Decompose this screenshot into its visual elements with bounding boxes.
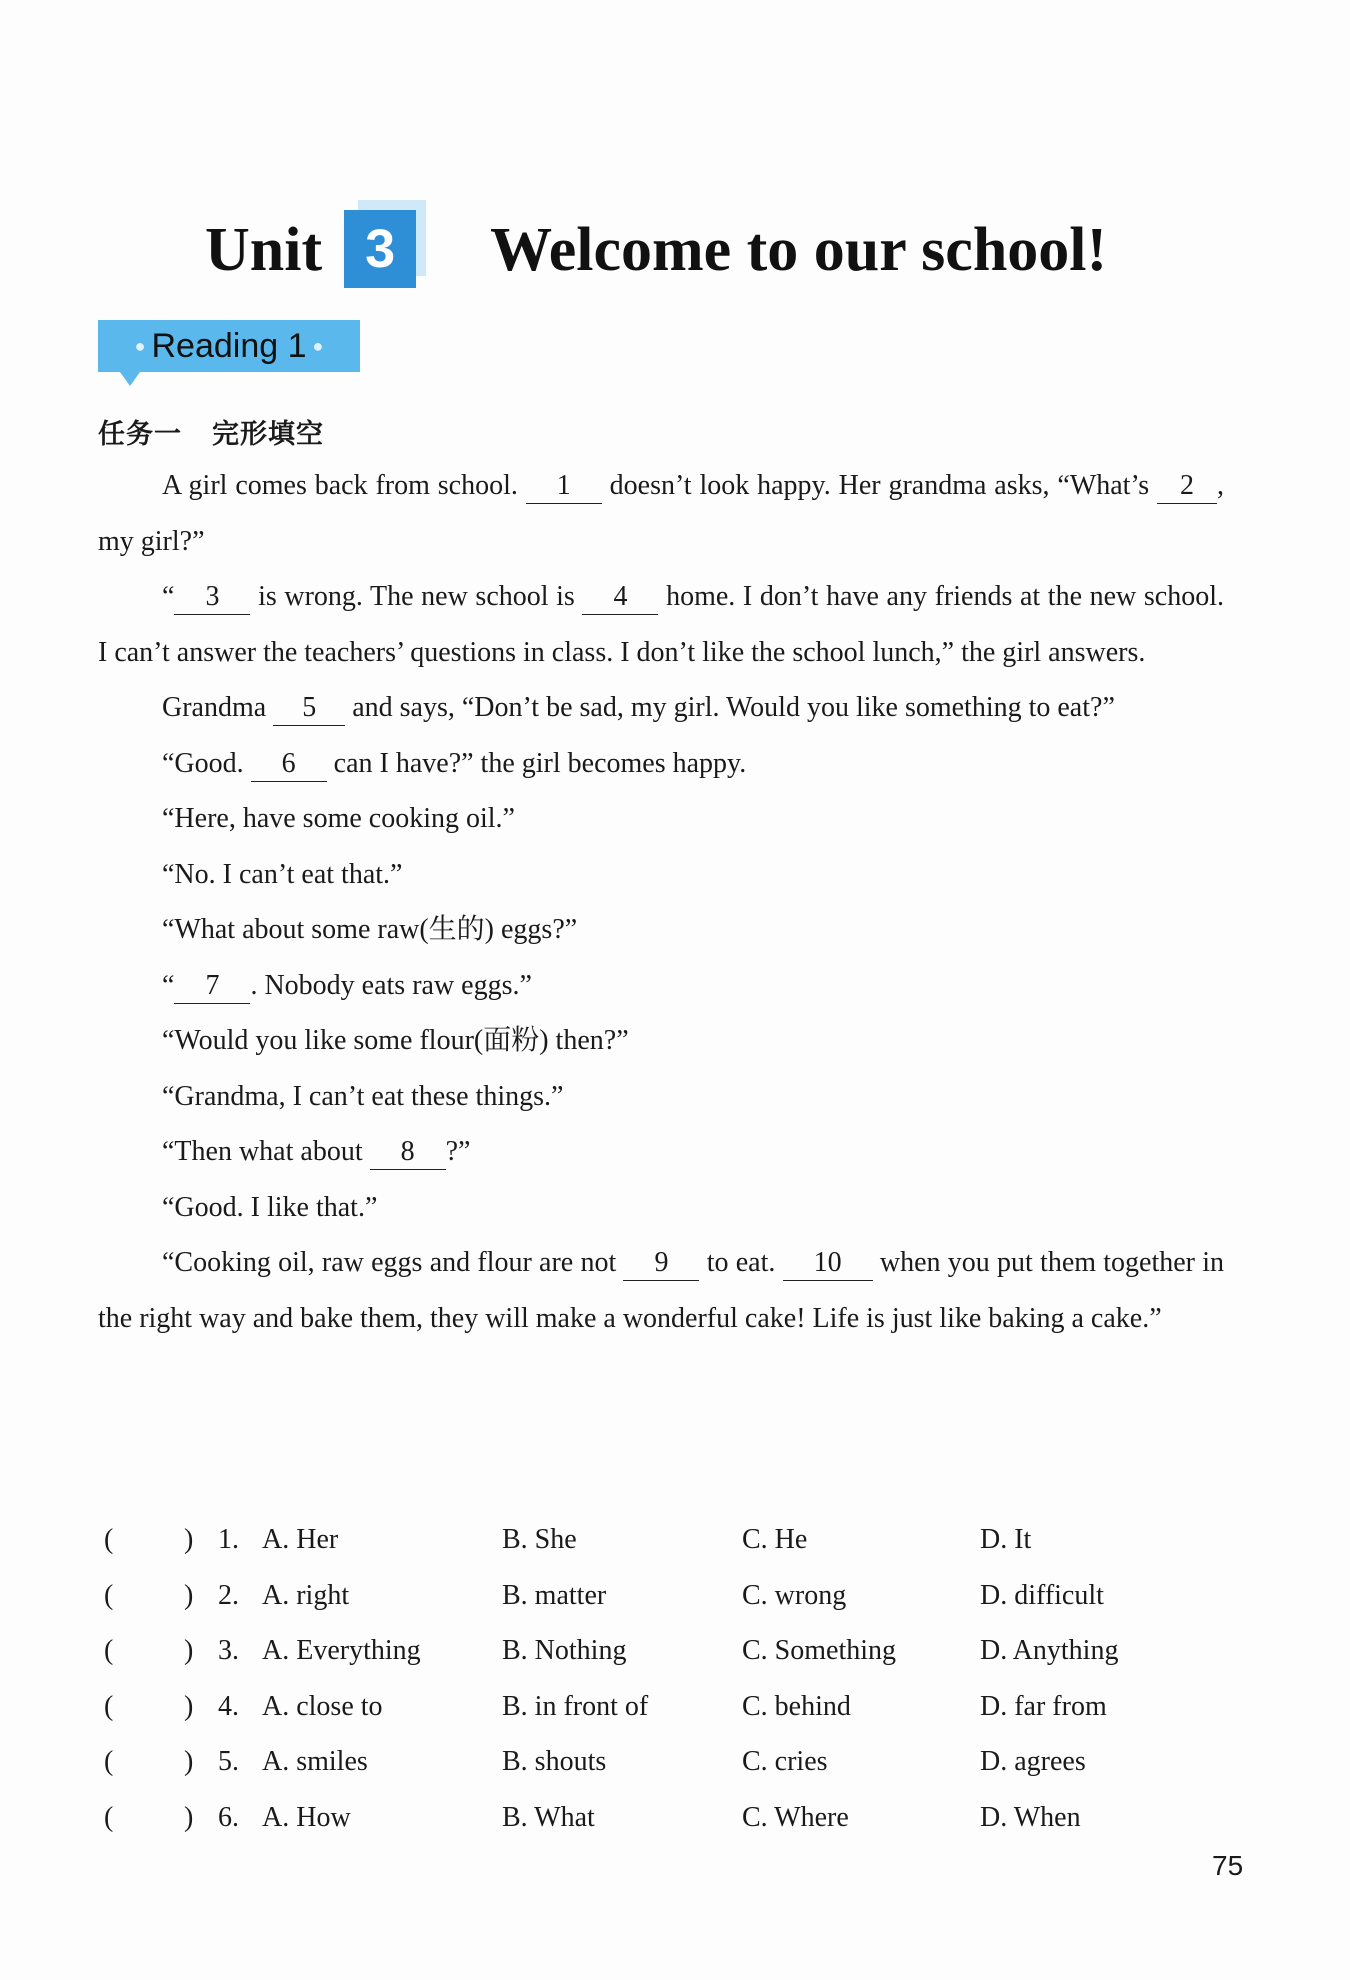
option-b: B. shouts [502, 1746, 607, 1777]
option-a: A. Everything [262, 1635, 421, 1666]
option-d: D. Anything [980, 1635, 1119, 1666]
blank-7: 7 [174, 969, 250, 1004]
blank-4: 4 [582, 580, 658, 615]
text: “Cooking oil, raw eggs and flour are not [162, 1247, 617, 1278]
question-row-2 [98, 1568, 1248, 1624]
unit-number-badge [344, 210, 424, 290]
dot-icon: ● [134, 335, 146, 356]
option-c: C. behind [742, 1690, 851, 1722]
option-c: C. He [742, 1524, 808, 1555]
choice-list [98, 1512, 1248, 1845]
text: can I have?” the girl becomes happy. [333, 747, 747, 779]
text: , my girl?” [98, 470, 1225, 557]
paragraph-7: “What about some raw(生的) eggs?” [162, 914, 578, 945]
dot-icon: ● [312, 335, 324, 356]
page-number: 75 [1212, 1850, 1244, 1881]
paragraph-12: “Good. I like that.” [162, 1191, 378, 1223]
answer-paren-close: ) [184, 1524, 194, 1555]
answer-paren-open: ( [104, 1579, 114, 1611]
option-c: C. Something [742, 1635, 897, 1666]
question-row-6 [98, 1790, 1248, 1846]
task-name: 完形填空 [212, 419, 324, 450]
answer-paren-close: ) [184, 1635, 194, 1666]
option-b: B. in front of [502, 1690, 649, 1722]
question-row-4 [98, 1679, 1248, 1735]
text: . Nobody eats raw eggs.” [250, 969, 532, 1001]
question-number: 4. [218, 1690, 239, 1722]
paragraph-6: “No. I can’t eat that.” [162, 858, 403, 890]
question-row-3 [98, 1623, 1248, 1679]
paragraph-1 [98, 458, 1224, 569]
task-heading [98, 412, 324, 451]
option-d: D. When [980, 1801, 1081, 1833]
unit-heading: Welcome to our school! [490, 215, 1108, 284]
option-b: B. She [502, 1524, 577, 1555]
answer-paren-close: ) [184, 1690, 194, 1722]
unit-number: 3 [344, 210, 416, 288]
text: “ [162, 581, 175, 612]
text: A girl comes back from school. [162, 470, 518, 501]
paragraph-3 [98, 680, 1224, 736]
reading-tag [98, 320, 360, 372]
paragraph-2 [98, 569, 1224, 680]
option-c: C. Where [742, 1801, 849, 1833]
paragraph-9: “Would you like some flour(面粉) then?” [162, 1025, 629, 1056]
blank-5: 5 [273, 691, 345, 726]
answer-paren-open: ( [104, 1746, 114, 1777]
answer-paren-close: ) [184, 1579, 194, 1611]
cloze-passage [98, 458, 1224, 1346]
answer-paren-close: ) [184, 1746, 194, 1777]
blank-6: 6 [251, 747, 327, 782]
paragraph-11 [98, 1124, 1224, 1180]
option-c: C. wrong [742, 1579, 847, 1611]
text: and says, “Don’t be sad, my girl. Would you like something to eat?” [352, 692, 1115, 723]
option-b: B. Nothing [502, 1635, 627, 1666]
option-a: A. smiles [262, 1746, 368, 1777]
option-a: A. Her [262, 1524, 339, 1555]
paragraph-8 [98, 958, 1224, 1014]
task-label: 任务一 [98, 419, 182, 450]
answer-paren-open: ( [104, 1524, 114, 1555]
blank-9: 9 [623, 1246, 699, 1281]
paragraph-13 [98, 1235, 1224, 1346]
text: ?” [445, 1136, 471, 1167]
question-number: 3. [218, 1635, 239, 1666]
answer-paren-open: ( [104, 1801, 114, 1833]
text: “ [162, 969, 175, 1001]
text: is wrong. The new school is [258, 581, 575, 612]
text: home. I don’t have any friends at the new school. I can’t answer the teachers’ questions in class. I don’t like the school lunch,” the girl answers. [98, 581, 1224, 668]
blank-3: 3 [174, 580, 250, 615]
option-d: D. far from [980, 1690, 1107, 1722]
option-a: A. close to [262, 1690, 383, 1722]
question-number: 2. [218, 1579, 239, 1611]
text: “Good. [162, 747, 244, 779]
option-d: D. agrees [980, 1746, 1086, 1777]
blank-1: 1 [526, 469, 602, 504]
reading-tag-label: Reading 1 [151, 326, 307, 365]
option-d: D. difficult [980, 1579, 1104, 1611]
question-row-1 [98, 1512, 1248, 1568]
paragraph-10: “Grandma, I can’t eat these things.” [162, 1080, 564, 1112]
option-a: A. right [262, 1579, 350, 1611]
question-number: 1. [218, 1524, 239, 1555]
text: Grandma [162, 692, 267, 723]
blank-10: 10 [783, 1246, 873, 1281]
text: “Then what about [162, 1136, 363, 1167]
unit-word: Unit [205, 215, 323, 284]
option-c: C. cries [742, 1746, 828, 1777]
answer-paren-close: ) [184, 1801, 194, 1833]
question-number: 6. [218, 1801, 239, 1833]
paragraph-5: “Here, have some cooking oil.” [162, 803, 515, 834]
unit-title [205, 205, 1205, 295]
answer-paren-open: ( [104, 1690, 114, 1722]
text: doesn’t look happy. Her grandma asks, “What’s [609, 470, 1150, 501]
option-d: D. It [980, 1524, 1032, 1555]
question-number: 5. [218, 1746, 239, 1777]
blank-2: 2 [1157, 469, 1217, 504]
question-row-5 [98, 1734, 1248, 1790]
option-a: A. How [262, 1801, 351, 1833]
option-b: B. matter [502, 1579, 607, 1611]
text: when you put them together in the right way and bake them, they will make a wonderful cake! Life is just like baking a cake.” [98, 1247, 1225, 1334]
answer-paren-open: ( [104, 1635, 114, 1666]
text: to eat. [706, 1247, 776, 1278]
paragraph-4 [98, 736, 1224, 792]
blank-8: 8 [370, 1135, 446, 1170]
option-b: B. What [502, 1801, 595, 1833]
